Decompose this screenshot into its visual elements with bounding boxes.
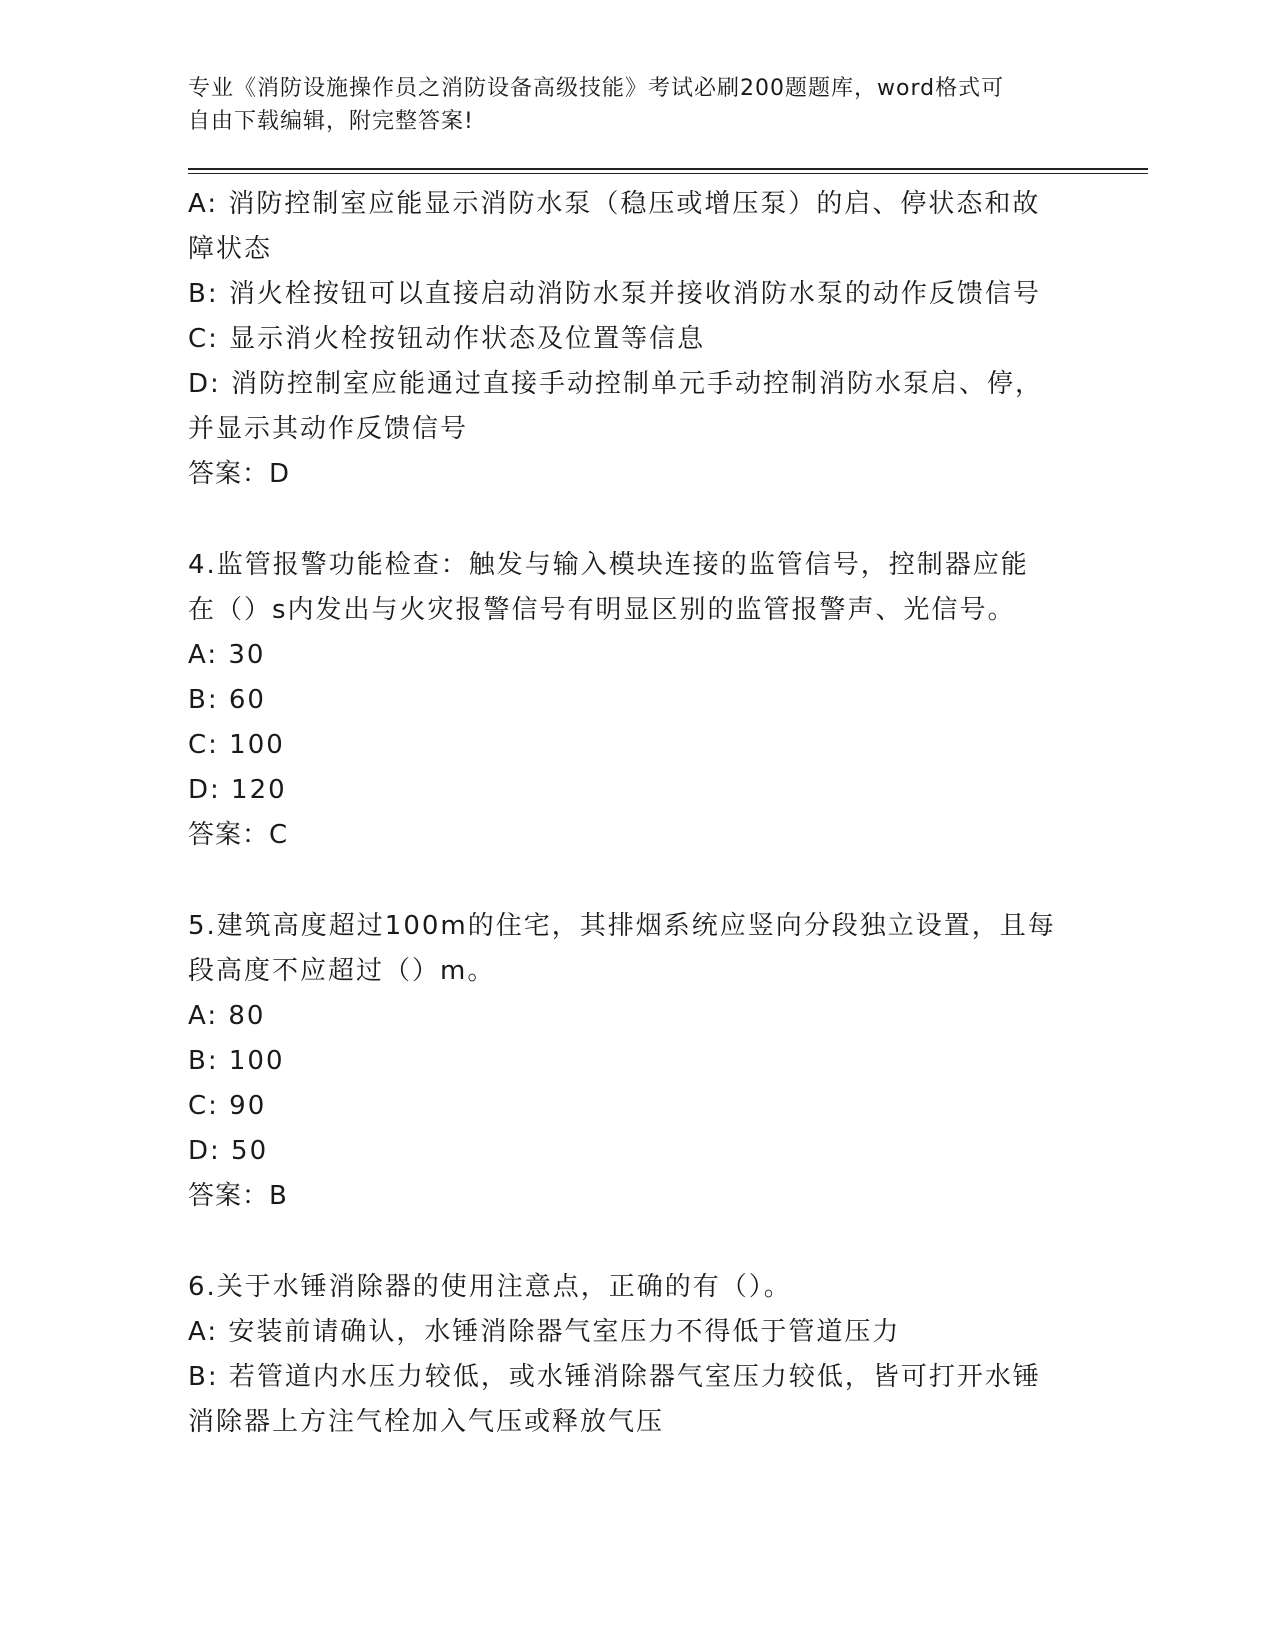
option-d: D: 50 xyxy=(188,1136,269,1166)
option-a-line-2: 障状态 xyxy=(188,234,273,264)
option-c: C: 100 xyxy=(188,730,285,760)
option-d-line-2: 并显示其动作反馈信号 xyxy=(188,414,469,444)
option-d: D: 120 xyxy=(188,775,287,805)
question-stem-line-2: 在（）s内发出与火灾报警信号有明显区别的监管报警声、光信号。 xyxy=(188,595,1016,625)
option-c: C: 90 xyxy=(188,1091,267,1121)
question-stem-line-1: 5.建筑高度超过100m的住宅，其排烟系统应竖向分段独立设置，且每 xyxy=(188,911,1056,941)
option-b: B: 100 xyxy=(188,1046,285,1076)
option-a: A: 80 xyxy=(188,1001,266,1031)
question-6 xyxy=(188,1265,1058,1445)
question-stem: 6.关于水锤消除器的使用注意点，正确的有（）。 xyxy=(188,1272,792,1302)
header-divider-inner xyxy=(188,173,1148,174)
option-b-line-2: 消除器上方注气栓加入气压或释放气压 xyxy=(188,1407,665,1437)
question-stem-line-1: 4.监管报警功能检查：触发与输入模块连接的监管信号，控制器应能 xyxy=(188,550,1029,580)
answer: 答案：B xyxy=(188,1181,288,1211)
spacer xyxy=(188,1219,1058,1265)
spacer xyxy=(188,497,1058,543)
answer: 答案：C xyxy=(188,820,289,850)
question-4 xyxy=(188,543,1058,858)
option-c: C: 显示消火栓按钮动作状态及位置等信息 xyxy=(188,324,706,354)
question-3 xyxy=(188,182,1058,497)
option-a: A: 30 xyxy=(188,640,266,670)
question-stem-line-2: 段高度不应超过（）m。 xyxy=(188,956,496,986)
option-a-line-1: A: 消防控制室应能显示消防水泵（稳压或增压泵）的启、停状态和故 xyxy=(188,189,1041,219)
spacer xyxy=(188,858,1058,904)
document-page xyxy=(188,72,1088,1445)
question-5 xyxy=(188,904,1058,1219)
option-a: A: 安装前请确认，水锤消除器气室压力不得低于管道压力 xyxy=(188,1317,901,1347)
option-d-line-1: D: 消防控制室应能通过直接手动控制单元手动控制消防水泵启、停， xyxy=(188,369,1044,399)
answer: 答案：D xyxy=(188,459,291,489)
header-line-1: 专业《消防设施操作员之消防设备高级技能》考试必刷200题题库，word格式可 xyxy=(188,76,1005,101)
option-b: B: 消火栓按钮可以直接启动消防水泵并接收消防水泵的动作反馈信号 xyxy=(188,279,1041,309)
question-list xyxy=(188,182,1058,1445)
option-b: B: 60 xyxy=(188,685,266,715)
document-header xyxy=(188,72,1068,138)
header-divider xyxy=(188,168,1148,174)
header-line-2: 自由下载编辑，附完整答案! xyxy=(188,109,474,134)
option-b-line-1: B: 若管道内水压力较低，或水锤消除器气室压力较低，皆可打开水锤 xyxy=(188,1362,1041,1392)
